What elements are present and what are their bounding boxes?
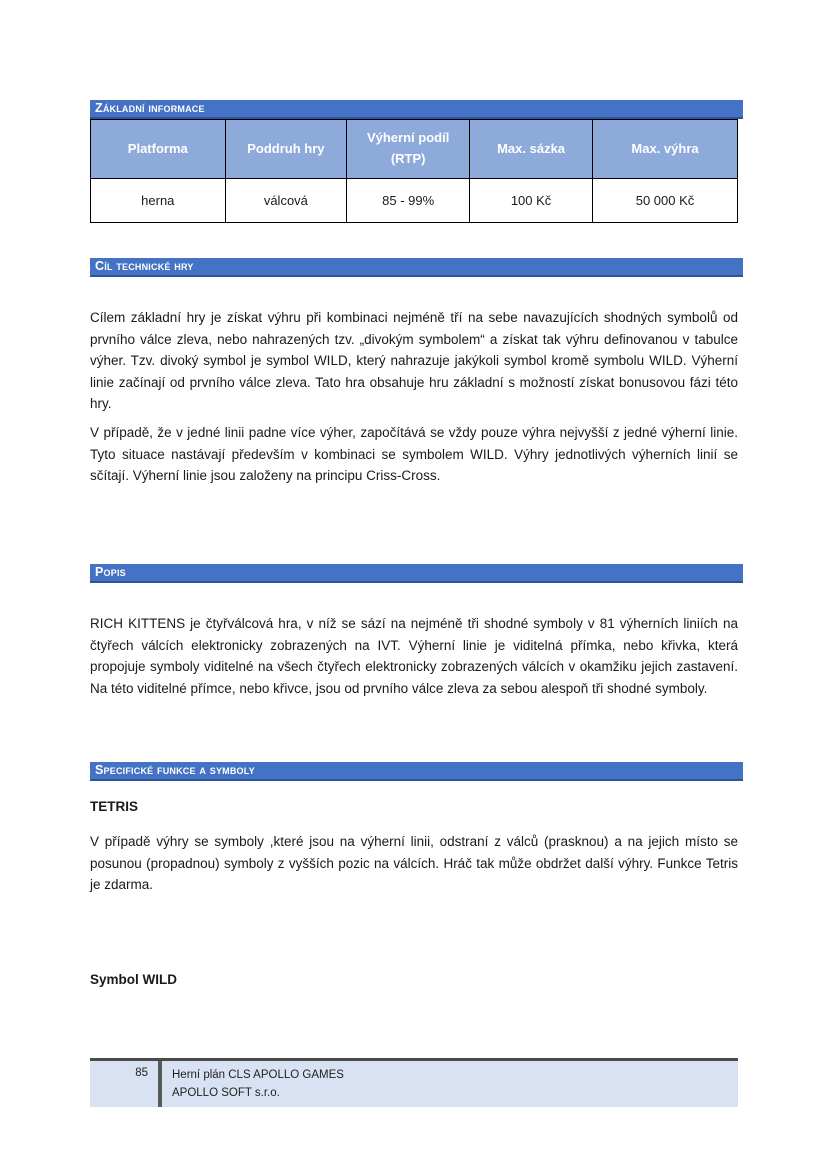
cell-max-sazka: 100 Kč <box>470 179 593 223</box>
tetris-paragraph: V případě výhry se symboly ,které jsou na výherní linii, odstraní z válců (prasknou) a na jejich místo se posunou (propadnou) symboly z vyšších pozic na válcích. Hráč tak může obdržet další výhry. Funkce Tetris je zdarma. <box>90 834 738 892</box>
cell-max-vyhra: 50 000 Kč <box>593 179 738 223</box>
table-header-platforma: Platforma <box>91 120 226 179</box>
page-number: 85 <box>135 1067 148 1079</box>
footer-line-1: Herní plán CLS APOLLO GAMES <box>172 1069 344 1081</box>
cell-vyherni-podil: 85 - 99% <box>347 179 470 223</box>
tetris-heading: TETRIS <box>90 799 139 814</box>
cell-poddruh-hry: válcová <box>225 179 347 223</box>
table-header-vyherni-podil: Výherní podíl (RTP) <box>347 120 470 179</box>
section-bar-specific-functions: Specifické funkce a symboly <box>90 762 743 781</box>
goal-paragraph-2: V případě, že v jedné linii padne více výher, započítává se vždy pouze výhra nejvyšší z jedné výherní linie. Tyto situace nastávají především v kombinaci se symbolem WILD. Výhry jednotlivých výherních linií se sčítají. Výherní linie jsou založeny na principu Criss-Cross. <box>90 425 738 483</box>
section-bar-description: Popis <box>90 564 743 583</box>
page-footer <box>90 1058 738 1107</box>
section-bar-goal: Cíl technické hry <box>90 258 743 277</box>
goal-paragraph-1: Cílem základní hry je získat výhru při kombinaci nejméně tří na sebe navazujících shodných symbolů od prvního válce zleva, nebo nahrazených tzv. „divokým symbolem“ a získat tak výhru definovanou v tabulce výher. Tzv. divoký symbol je symbol WILD, který nahrazuje jakýkoli symbol kromě symbolu WILD. Výherní linie začínají od prvního válce zleva. Tato hra obsahuje hru základní s možností získat bonusovou fázi této hry. <box>90 310 738 411</box>
cell-platforma: herna <box>91 179 226 223</box>
footer-line-2: APOLLO SOFT s.r.o. <box>172 1087 280 1099</box>
description-paragraph: RICH KITTENS je čtyřválcová hra, v níž se sází na nejméně tři shodné symboly v 81 výherních liniích na čtyřech válcích elektronicky zobrazených na IVT. Výherní linie je viditelná přímka, nebo křivka, která propojuje symboly viditelné na všech čtyřech elektronicky zobrazených válcích v okamžiku jejich zastavení. Na této viditelné přímce, nebo křivce, jsou od prvního válce zleva za sebou alespoň tři shodné symboly. <box>90 616 738 696</box>
basic-info-table <box>90 119 738 223</box>
basic-info-table-wrap <box>90 119 738 223</box>
table-header-row <box>91 120 738 179</box>
table-header-poddruh-hry: Poddruh hry <box>225 120 347 179</box>
section-bar-basic-info: Základní informace <box>90 100 743 119</box>
table-header-max-sazka: Max. sázka <box>470 120 593 179</box>
table-header-max-vyhra: Max. výhra <box>593 120 738 179</box>
footer-text <box>162 1061 344 1107</box>
table-row <box>91 179 738 223</box>
symbol-wild-heading: Symbol WILD <box>90 972 177 987</box>
